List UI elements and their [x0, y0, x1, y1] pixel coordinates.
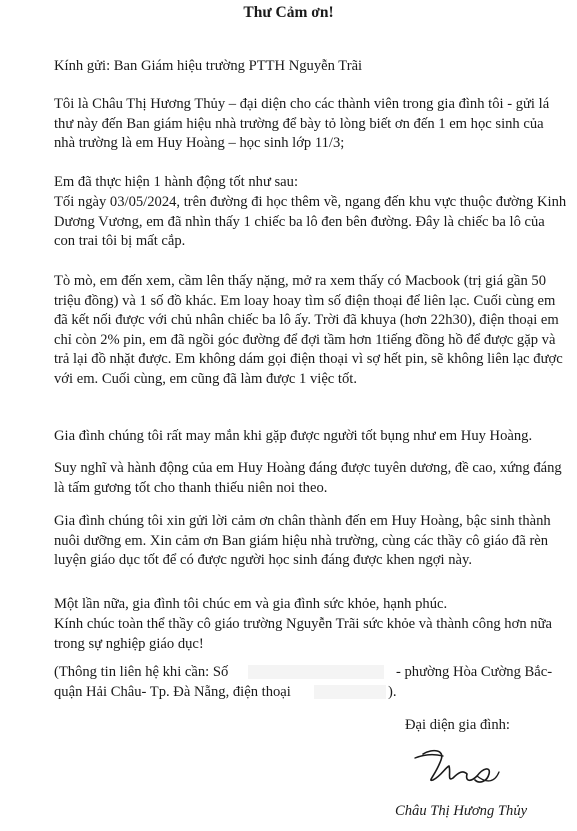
contact-text-3: quận Hải Châu- Tp. Đà Nẵng, điện thoại — [54, 684, 291, 700]
deed-heading: Em đã thực hiện 1 hành động tốt như sau: — [54, 174, 299, 190]
contact-text-4: ). — [388, 684, 397, 700]
letter-title: Thư Cảm ơn! — [243, 4, 334, 21]
lucky-paragraph: Gia đình chúng tôi rất may mắn khi gặp được người tốt bụng như em Huy Hoàng. — [54, 428, 533, 444]
intro-paragraph: Tôi là Châu Thị Hương Thủy – đại diện cho các thành viên trong gia đình tôi - gửi lá thư này đến Ban giám hiệu nhà trường để bày tỏ lòng biết ơn đến 1 em học sinh của nhà trường là em Huy Hoàng – học sinh lớp 11/3; — [54, 96, 550, 151]
redacted-phone — [314, 685, 386, 699]
signature-name: Châu Thị Hương Thủy — [395, 803, 528, 819]
story-paragraph-2: Tò mò, em đến xem, cầm lên thấy nặng, mở ra xem thấy có Macbook (trị giá gần 50 triệu đồng) và 1 số đồ khác. Em loay hoay tìm số điện thoại để liên lạc. Cuối cùng em đã kết nối được với chủ nhân chiếc ba lô ấy. Trời đã khuya (hơn 22h30), điện thoại em chỉ còn 2% pin, em đã ngồi góc đường để đợi tầm hơn 1tiếng đồng hồ để được gặp và trả lại đồ nhặt được. Em không dám gọi điện thoại vì sợ hết pin, sẽ không liên lạc được với em. Cuối cùng, em cũng đã làm được 1 việc tốt. — [54, 273, 563, 387]
closing-line-2: Kính chúc toàn thể thầy cô giáo trường Nguyễn Trãi sức khỏe và thành công hơn nữa trong sự nghiệp giáo dục! — [54, 616, 552, 652]
redacted-address — [248, 665, 384, 679]
greeting: Kính gửi: Ban Giám hiệu trường PTTH Nguyễn Trãi — [54, 58, 363, 74]
closing-line-1: Một lần nữa, gia đình tôi chúc em và gia đình sức khỏe, hạnh phúc. — [54, 596, 448, 612]
story-paragraph-1: Tối ngày 03/05/2024, trên đường đi học thêm về, ngang đến khu vực thuộc đường Kinh Dương Vương, em đã nhìn thấy 1 chiếc ba lô đen bên đường. Đây là chiếc ba lô của con trai tôi bị mất cắp. — [54, 194, 567, 249]
contact-text-2: - phường Hòa Cường Bắc- — [396, 664, 553, 680]
handwritten-signature — [405, 742, 505, 792]
signature-label: Đại diện gia đình: — [405, 717, 510, 733]
thanks-paragraph: Gia đình chúng tôi xin gửi lời cảm ơn chân thành đến em Huy Hoàng, bậc sinh thành nuôi dưỡng em. Xin cảm ơn Ban giám hiệu nhà trường, cùng các thầy cô giáo đã rèn luyện giáo dục tốt để có được người học sinh đáng được khen ngợi này. — [54, 513, 551, 568]
praise-paragraph: Suy nghĩ và hành động của em Huy Hoàng đáng được tuyên dương, đề cao, xứng đáng là tấm gương tốt cho thanh thiếu niên noi theo. — [54, 460, 562, 496]
contact-text-1: (Thông tin liên hệ khi cần: Số — [54, 664, 229, 680]
